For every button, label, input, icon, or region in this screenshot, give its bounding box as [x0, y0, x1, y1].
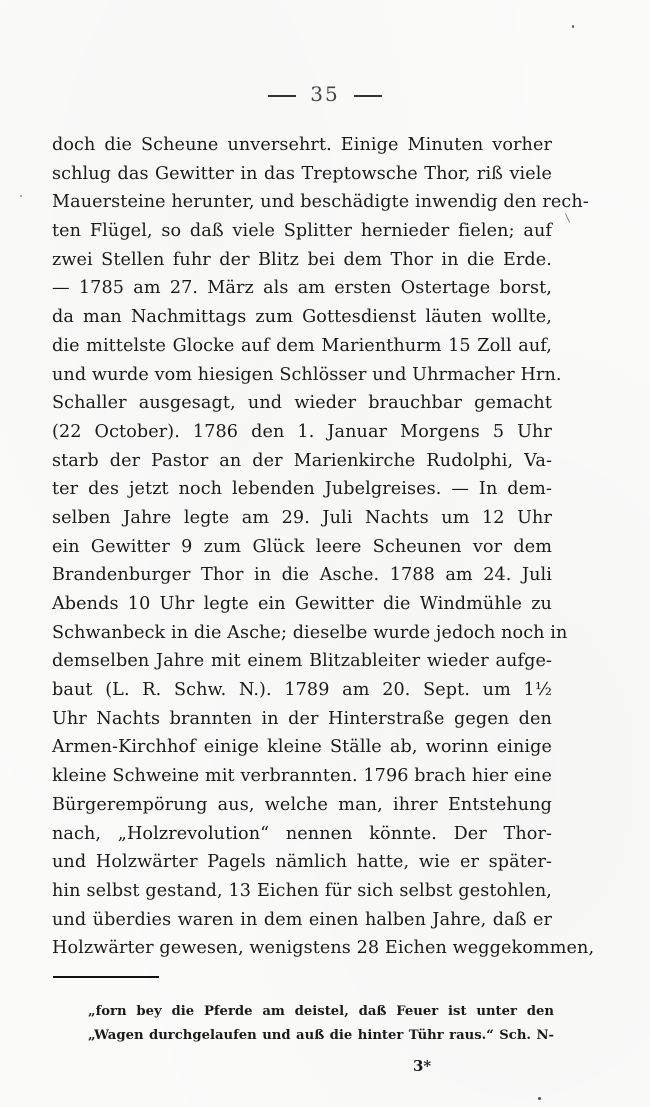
- text-line: starb der Pastor an der Marienkirche Rudolphi, Va-: [52, 450, 552, 471]
- text-line: selben Jahre legte am 29. Juli Nachts um 12 Uhr: [52, 507, 552, 528]
- text-line: doch die Scheune unversehrt. Einige Minuten vorher: [52, 135, 552, 155]
- text-line: Uhr Nachts brannten in der Hinterstraße gegen den: [52, 708, 552, 729]
- paper-speck: [572, 25, 574, 28]
- text-line: — 1785 am 27. März als am ersten Ostertage borst,: [52, 278, 552, 299]
- text-line: Abends 10 Uhr legte ein Gewitter die Windmühle zu: [52, 594, 552, 614]
- text-line: demselben Jahre mit einem Blitzableiter wieder aufge-: [52, 651, 552, 672]
- text-line: Schwanbeck in die Asche; dieselbe wurde jedoch noch in: [52, 622, 568, 643]
- text-line: kleine Schweine mit verbrannten. 1796 brach hier eine: [52, 766, 552, 787]
- text-line: und überdies waren in dem einen halben Jahre, daß er: [52, 909, 552, 930]
- text-line: Bürgerempörung aus, welche man, ihrer Entstehung: [52, 794, 552, 815]
- text-line: Brandenburger Thor in die Asche. 1788 am 24. Juli: [52, 565, 552, 586]
- text-line: ein Gewitter 9 zum Glück leere Scheunen vor dem: [52, 536, 552, 557]
- text-line: (22 October). 1786 den 1. Januar Morgens 5 Uhr: [52, 421, 552, 442]
- text-line: ten Flügel, so daß viele Splitter hernieder fielen; auf: [52, 221, 552, 242]
- paper-speck: [565, 213, 570, 222]
- footnote-line: „forn bey die Pferde am deistel, daß Feuer ist unter den: [88, 1004, 554, 1019]
- text-line: Armen-Kirchhof einige kleine Ställe ab, worinn einige: [52, 737, 552, 758]
- signature-mark: 3*: [413, 1057, 432, 1075]
- header-dash-left: [268, 95, 296, 97]
- footnote-line: „Wagen durchgelaufen und auß die hinter Tühr raus.“ Sch. N-: [88, 1028, 554, 1043]
- text-line: Holzwärter gewesen, wenigstens 28 Eichen weggekommen,: [52, 938, 595, 959]
- running-head: [0, 82, 650, 106]
- text-line: baut (L. R. Schw. N.). 1789 am 20. Sept. um 1½: [52, 680, 552, 701]
- footnote-rule: [53, 976, 159, 978]
- text-line: da man Nachmittags zum Gottesdienst läuten wollte,: [52, 307, 552, 328]
- text-line: ter des jetzt noch lebenden Jubelgreises. — In dem-: [52, 479, 552, 500]
- text-line: und Holzwärter Pagels nämlich hatte, wie er später-: [52, 852, 552, 873]
- body-text: [52, 131, 595, 963]
- paper-speck: [20, 195, 22, 197]
- paper-speck: [538, 1097, 541, 1100]
- text-line: nach, „Holzrevolution“ nennen könnte. Der Thor-: [52, 823, 552, 844]
- page-number: 35: [310, 82, 340, 106]
- footnote: [88, 1000, 554, 1048]
- text-line: zwei Stellen fuhr der Blitz bei dem Thor in die Erde.: [52, 249, 552, 270]
- text-line: die mittelste Glocke auf dem Marienthurm 15 Zoll auf,: [52, 335, 552, 356]
- header-dash-right: [354, 95, 382, 97]
- text-line: schlug das Gewitter in das Treptowsche Thor, riß viele: [52, 163, 552, 184]
- text-line: Mauersteine herunter, und beschädigte inwendig den rech-: [52, 192, 589, 213]
- text-line: Schaller ausgesagt, und wieder brauchbar gemacht: [52, 393, 552, 414]
- text-line: hin selbst gestand, 13 Eichen für sich selbst gestohlen,: [52, 880, 552, 901]
- text-line: und wurde vom hiesigen Schlösser und Uhrmacher Hrn.: [52, 364, 562, 385]
